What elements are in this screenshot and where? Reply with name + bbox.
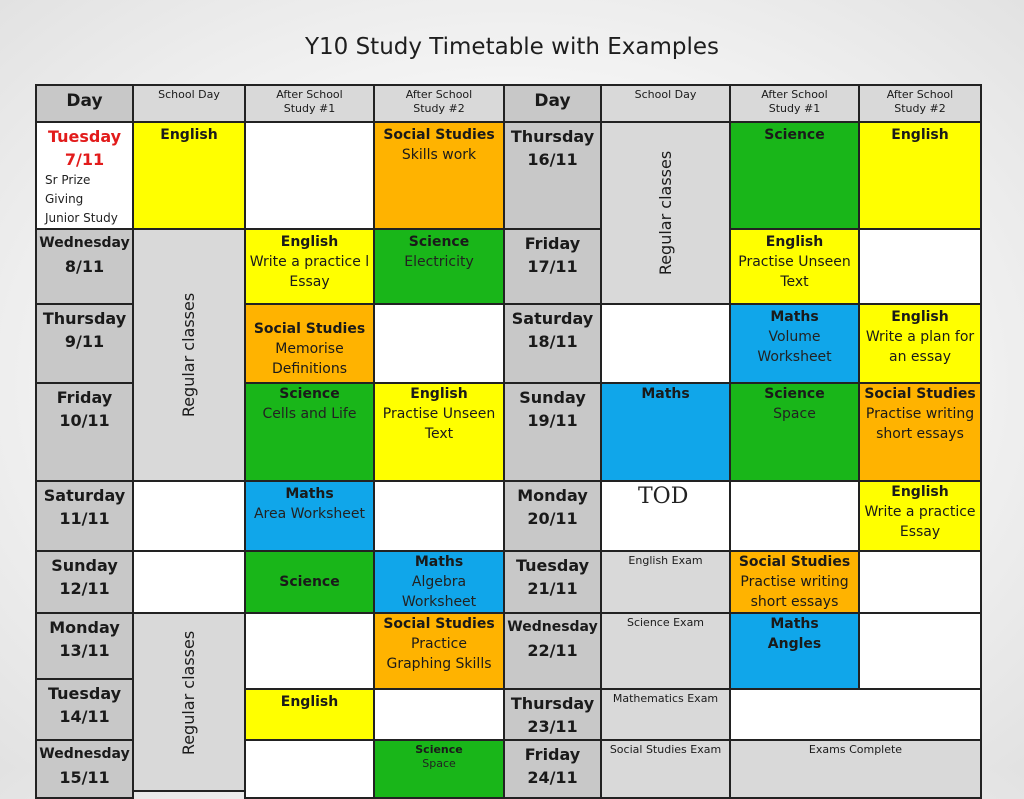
study-science xyxy=(729,121,860,230)
empty-cell xyxy=(729,688,982,741)
header-school-day-label: School Day xyxy=(634,88,697,101)
day-name: Wednesday xyxy=(39,746,130,762)
task-label: Write a plan for xyxy=(865,329,975,345)
task-label: Graphing Skills xyxy=(386,656,492,672)
day-cell-sunday-19-11 xyxy=(503,382,602,482)
empty-cell xyxy=(373,303,505,384)
study-science xyxy=(244,550,375,614)
header-after2-line1: After School xyxy=(886,88,954,101)
empty-cell xyxy=(600,303,731,384)
subject-label: English xyxy=(280,234,339,250)
subject-label: Social Studies xyxy=(738,554,851,570)
exams-complete-label: Exams Complete xyxy=(808,743,903,756)
task-label: Definitions xyxy=(271,361,348,377)
day-cell-wednesday-8-11 xyxy=(35,228,134,305)
day-name: Wednesday xyxy=(507,619,598,635)
study-science xyxy=(373,228,505,305)
task-label: Worksheet xyxy=(757,349,832,365)
task-label: Worksheet xyxy=(401,594,477,610)
school-day-maths xyxy=(600,382,731,482)
exams-complete xyxy=(729,739,982,799)
subject-label: English xyxy=(765,234,824,250)
day-name: Monday xyxy=(49,618,120,637)
day-name: Saturday xyxy=(511,309,594,328)
day-name: Monday xyxy=(517,486,588,505)
subject-label: Maths xyxy=(414,554,464,570)
study-english xyxy=(244,688,375,741)
task-label: Write a practice l xyxy=(249,254,370,270)
day-cell-friday-17-11 xyxy=(503,228,602,305)
day-note-line2: Junior Study xyxy=(45,211,118,225)
day-cell-tuesday-14-11 xyxy=(35,678,134,741)
study-english xyxy=(729,228,860,305)
empty-cell xyxy=(244,121,375,230)
day-cell-friday-24-11 xyxy=(503,739,602,799)
day-name: Friday xyxy=(56,388,113,407)
empty-cell xyxy=(858,612,982,690)
regular-classes-label: Regular classes xyxy=(179,631,198,756)
study-maths xyxy=(729,303,860,384)
subject-label: Science xyxy=(415,743,463,756)
subject-label: Science xyxy=(764,127,825,143)
study-science xyxy=(729,382,860,482)
empty-cell xyxy=(373,688,505,741)
day-cell-monday-20-11 xyxy=(503,480,602,552)
school-day-english xyxy=(132,121,246,230)
day-name: Sunday xyxy=(51,556,118,575)
day-cell-sunday-12-11 xyxy=(35,550,134,614)
subject-label: English xyxy=(410,386,468,402)
day-name: Tuesday xyxy=(515,556,590,575)
day-cell-monday-13-11 xyxy=(35,612,134,680)
header-after1-line1: After School xyxy=(276,88,343,101)
exam-english xyxy=(600,550,731,614)
task-label: Space xyxy=(422,757,456,770)
regular-classes-block-right xyxy=(600,121,731,305)
subject-label: Maths xyxy=(770,616,819,632)
empty-cell xyxy=(244,612,375,690)
subject-label: English xyxy=(891,309,949,325)
task-label: Space xyxy=(773,406,816,422)
study-english xyxy=(858,480,982,552)
header-after2-left xyxy=(373,84,505,123)
day-note-line1: Sr Prize Giving xyxy=(45,173,91,206)
task-label: Essay xyxy=(899,524,941,540)
day-cell-wednesday-15-11 xyxy=(35,739,134,799)
day-date: 24/11 xyxy=(527,768,578,787)
subject-label: English xyxy=(280,694,339,710)
header-after1-line2: Study #1 xyxy=(768,102,821,115)
header-after1-line1: After School xyxy=(761,88,828,101)
tod-label: TOD xyxy=(638,484,689,509)
task-label: short essays xyxy=(876,426,964,442)
subject-label: Social Studies xyxy=(383,616,495,632)
day-name: Friday xyxy=(524,745,581,764)
study-maths xyxy=(729,612,860,690)
regular-classes-label: Regular classes xyxy=(179,292,198,418)
header-after1-line2: Study #1 xyxy=(283,102,336,115)
regular-classes-label: Regular classes xyxy=(655,150,675,276)
school-day-tod xyxy=(600,480,731,552)
day-date: 16/11 xyxy=(527,150,578,169)
exam-science xyxy=(600,612,731,690)
study-social-studies xyxy=(858,382,982,482)
header-day-left: Day xyxy=(35,84,134,123)
task-label: Skills work xyxy=(401,147,477,163)
day-cell-thursday-23-11 xyxy=(503,688,602,741)
subject-label: Social Studies xyxy=(253,321,366,337)
day-cell-thursday-16-11 xyxy=(503,121,602,230)
task-label: Area Worksheet xyxy=(253,506,365,522)
exam-label: Mathematics Exam xyxy=(612,692,719,705)
subject-label: Science xyxy=(279,574,340,590)
day-date: 11/11 xyxy=(59,509,110,528)
empty-cell xyxy=(132,550,246,614)
subject-label: English xyxy=(891,127,949,143)
day-name: Tuesday xyxy=(47,127,122,146)
task-label: Algebra xyxy=(411,574,467,590)
exam-label: Science Exam xyxy=(626,616,705,629)
exam-label: English Exam xyxy=(628,554,703,567)
subject-label: Angles xyxy=(767,636,822,652)
task-label: Practise writing xyxy=(740,574,849,590)
day-date: 23/11 xyxy=(527,717,578,736)
subject-label: Social Studies xyxy=(383,127,495,143)
task-label: Essay xyxy=(289,274,330,290)
header-school-day-right xyxy=(600,84,731,123)
task-label: Text xyxy=(780,274,809,290)
task-label: Text xyxy=(424,426,454,442)
empty-cell xyxy=(244,739,375,799)
day-date: 21/11 xyxy=(527,579,578,598)
day-date: 8/11 xyxy=(64,257,105,276)
day-date: 18/11 xyxy=(527,332,578,351)
day-name: Friday xyxy=(524,234,581,253)
day-cell-saturday-18-11 xyxy=(503,303,602,384)
study-maths xyxy=(244,480,375,552)
day-date: 13/11 xyxy=(59,641,110,660)
regular-classes-block-top xyxy=(132,228,246,482)
study-science xyxy=(373,739,505,799)
task-label: Write a practice xyxy=(864,504,976,520)
timetable-grid xyxy=(35,84,982,787)
day-name: Saturday xyxy=(43,486,126,505)
exam-label: Social Studies Exam xyxy=(609,743,722,756)
day-date: 20/11 xyxy=(527,509,578,528)
header-after2-line2: Study #2 xyxy=(894,102,946,115)
day-cell-saturday-11-11 xyxy=(35,480,134,552)
day-name: Wednesday xyxy=(39,235,130,251)
header-school-day-label: School Day xyxy=(158,88,220,101)
empty-cell xyxy=(858,228,982,305)
subject-label: Science xyxy=(408,234,470,250)
subject-label: English xyxy=(891,484,949,500)
page-title: Y10 Study Timetable with Examples xyxy=(304,34,720,60)
header-after2-line2: Study #2 xyxy=(413,102,465,115)
exam-social-studies xyxy=(600,739,731,799)
header-after2-right xyxy=(858,84,982,123)
subject-label: Maths xyxy=(285,486,334,502)
header-after2-line1: After School xyxy=(405,88,473,101)
study-english xyxy=(858,121,982,230)
day-name: Tuesday xyxy=(47,684,122,703)
task-label: an essay xyxy=(889,349,951,365)
task-label: Memorise xyxy=(275,341,344,357)
day-name: Sunday xyxy=(519,388,586,407)
subject-label: Science xyxy=(764,386,825,402)
study-maths xyxy=(373,550,505,614)
task-label: Practice xyxy=(411,636,467,652)
day-date: 19/11 xyxy=(527,411,578,430)
day-name: Thursday xyxy=(42,309,127,328)
day-date: 15/11 xyxy=(59,768,110,787)
empty-cell xyxy=(132,480,246,552)
header-after1-left xyxy=(244,84,375,123)
day-cell-thursday-9-11 xyxy=(35,303,134,384)
study-english xyxy=(858,303,982,384)
day-cell-friday-10-11 xyxy=(35,382,134,482)
subject-label: Maths xyxy=(770,309,819,325)
study-science xyxy=(244,382,375,482)
subject-label: English xyxy=(160,127,218,143)
task-label: Volume xyxy=(768,329,821,345)
day-cell-tuesday-7-11 xyxy=(35,121,134,230)
task-label: Practise Unseen xyxy=(382,406,496,422)
exam-mathematics xyxy=(600,688,731,741)
day-name: Thursday xyxy=(510,127,595,146)
day-date: 10/11 xyxy=(59,411,110,430)
task-label: Practise writing xyxy=(865,406,975,422)
day-date: 22/11 xyxy=(527,641,578,660)
study-social-studies xyxy=(373,612,505,690)
task-label: Electricity xyxy=(404,254,474,270)
subject-label: Science xyxy=(279,386,340,402)
task-label: short essays xyxy=(750,594,839,610)
day-cell-tuesday-21-11 xyxy=(503,550,602,614)
study-english xyxy=(373,382,505,482)
header-after1-right xyxy=(729,84,860,123)
day-date: 9/11 xyxy=(64,332,105,351)
day-name: Thursday xyxy=(510,694,595,713)
study-social-studies xyxy=(244,303,375,384)
day-date: 7/11 xyxy=(64,150,105,169)
regular-classes-block-bottom xyxy=(132,612,246,792)
task-label: Cells and Life xyxy=(262,406,357,422)
study-english xyxy=(244,228,375,305)
task-label: Practise Unseen xyxy=(738,254,851,270)
header-day-right: Day xyxy=(503,84,602,123)
empty-cell xyxy=(729,480,860,552)
subject-label: Social Studies xyxy=(864,386,976,402)
header-school-day-left xyxy=(132,84,246,123)
day-date: 17/11 xyxy=(527,257,578,276)
study-social-studies xyxy=(373,121,505,230)
empty-cell xyxy=(858,550,982,614)
day-cell-wednesday-22-11 xyxy=(503,612,602,690)
empty-cell xyxy=(373,480,505,552)
subject-label: Maths xyxy=(641,386,690,402)
day-date: 14/11 xyxy=(59,707,110,726)
day-date: 12/11 xyxy=(59,579,110,598)
study-social-studies xyxy=(729,550,860,614)
